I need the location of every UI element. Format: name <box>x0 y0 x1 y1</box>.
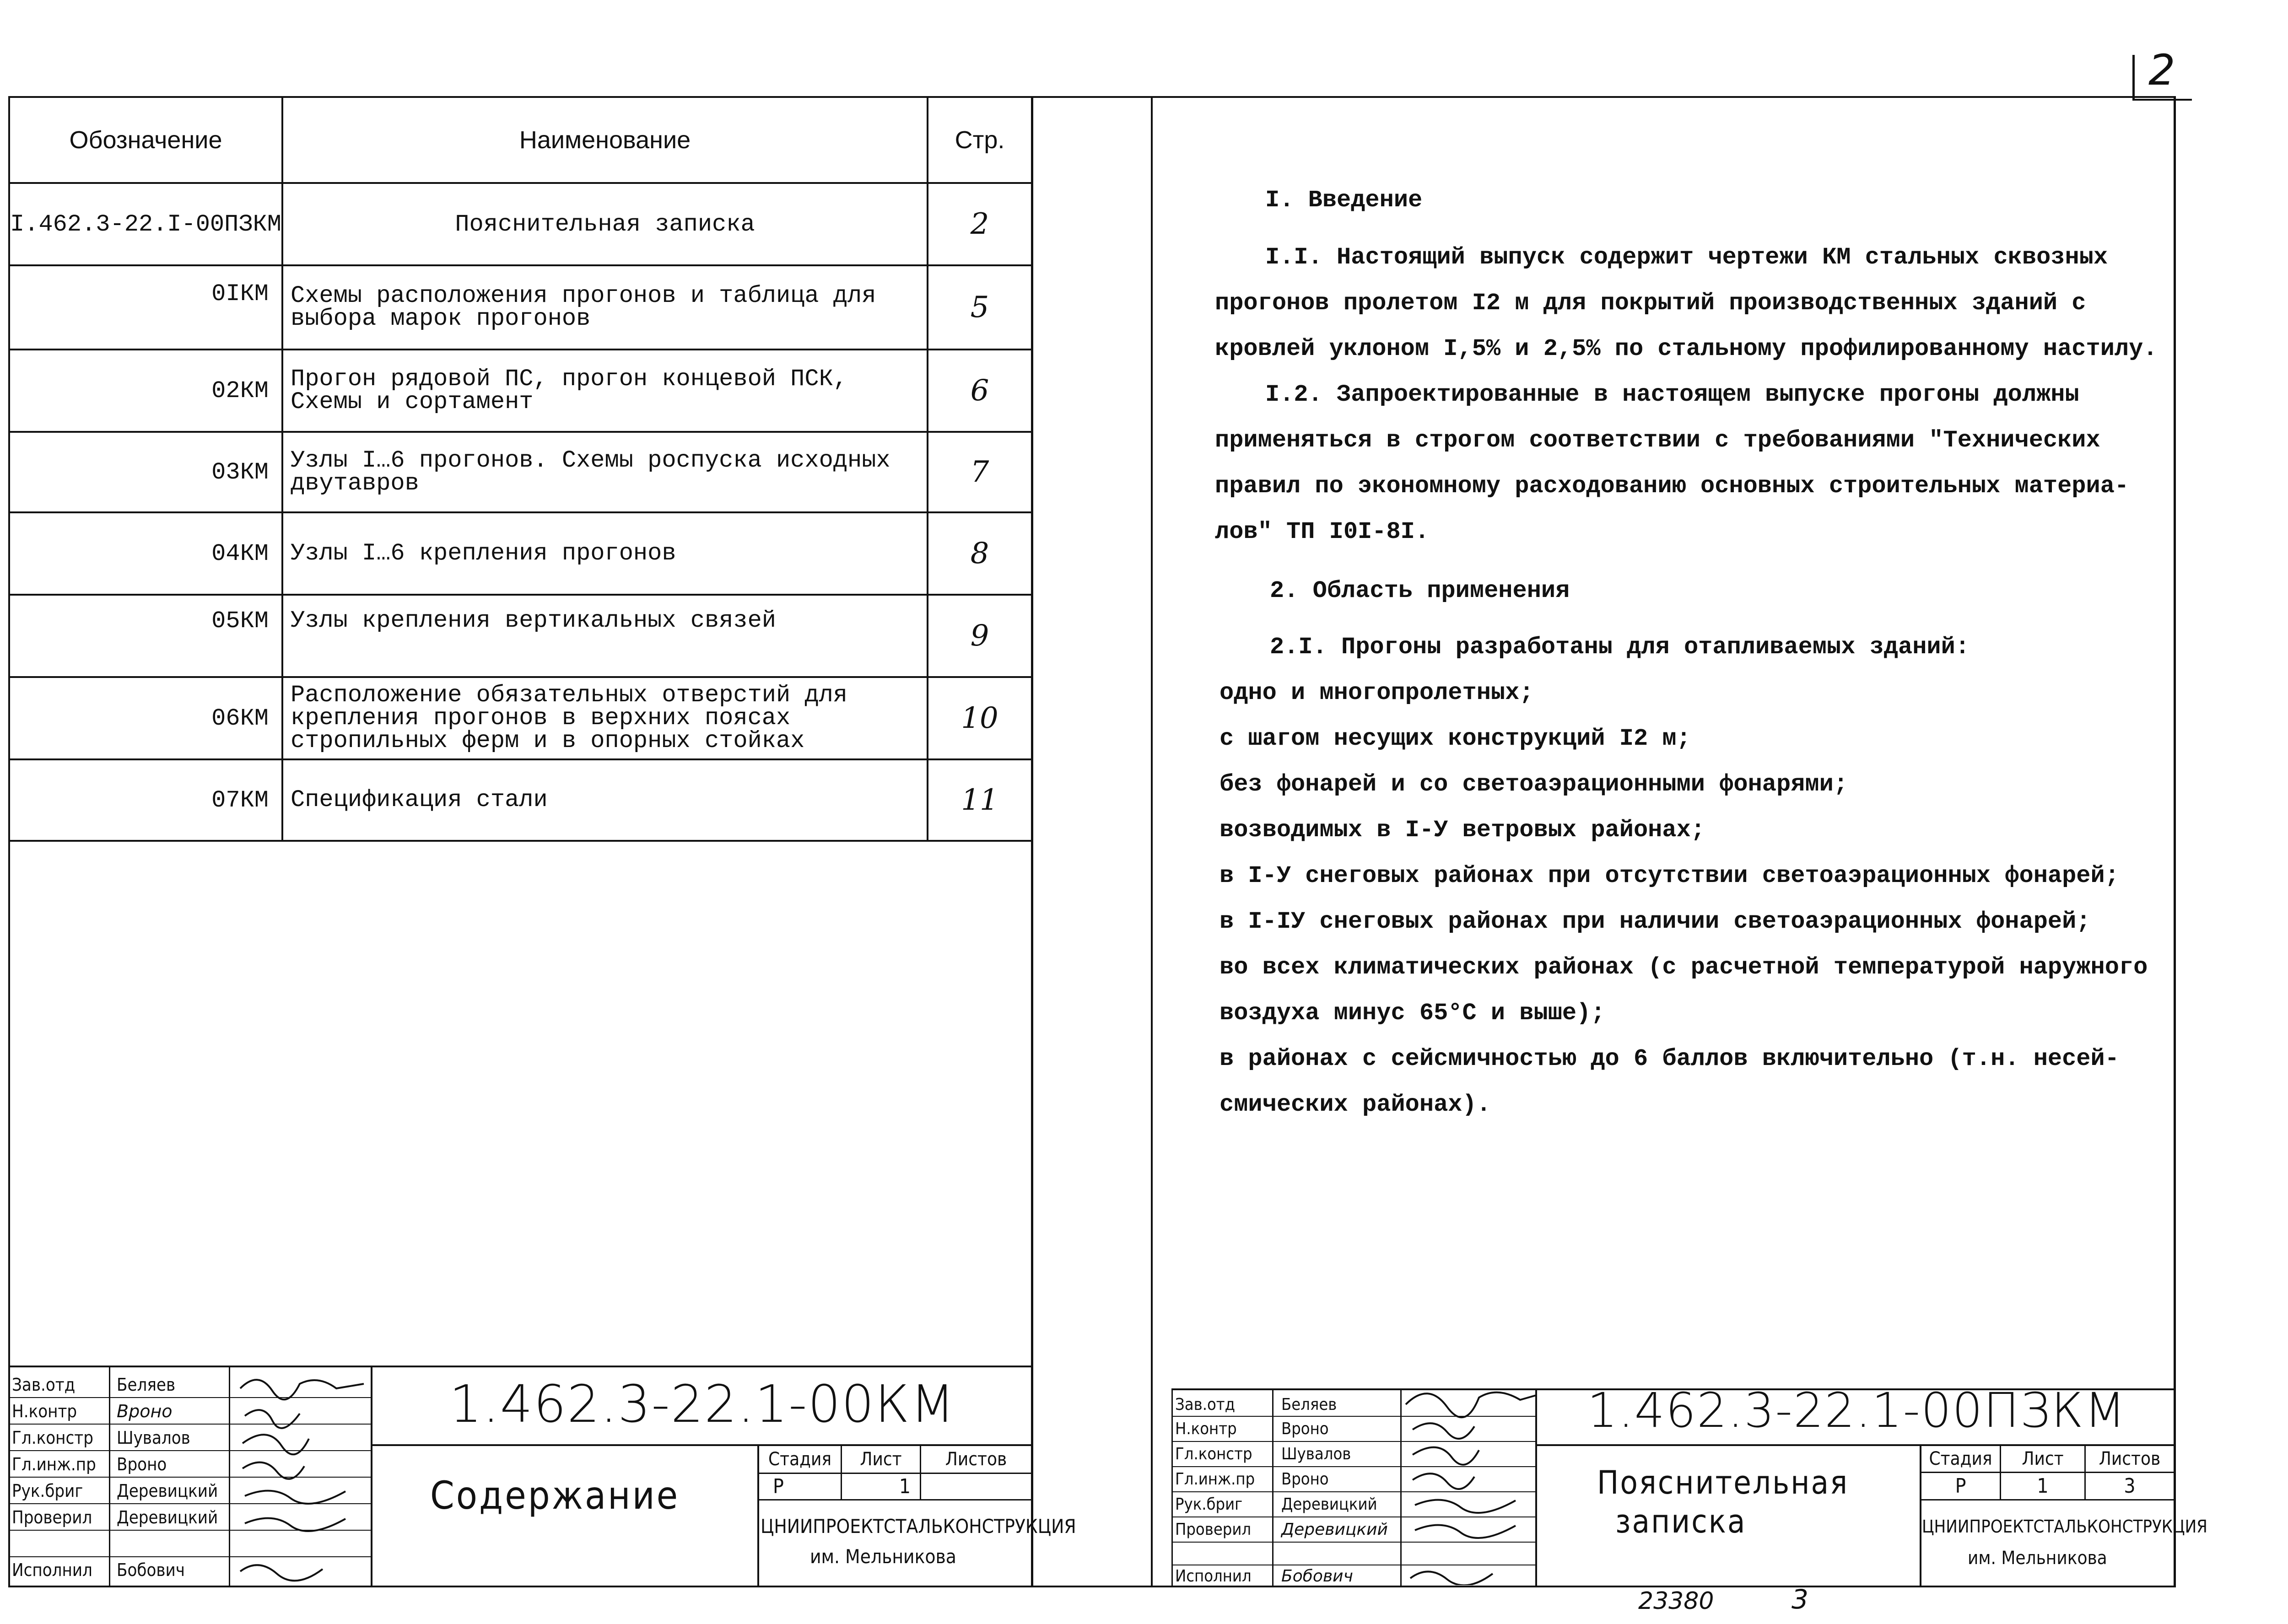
tb-stage-value: Р <box>1955 1474 1966 1498</box>
note-line: в районах с сейсмичностью до 6 баллов включительно (т.н. несей- <box>1220 1045 2119 1072</box>
toc-row-name: Расположение обязательных отверстий для крепления прогонов в верхних поясах стропильных ферм и в опорных стойках <box>291 682 847 754</box>
toc-row-page: 10 <box>961 701 998 735</box>
left-sheet-right-border <box>1031 96 1033 1587</box>
section-title-scope: 2. Область применения <box>1270 577 1570 604</box>
tb-sheets-label: Листов <box>945 1449 1007 1470</box>
tb-name: Вроно <box>117 1401 173 1421</box>
tb-name: Беляев <box>117 1375 176 1395</box>
tb-sep <box>371 1366 372 1587</box>
tb-sheet-label: Лист <box>2022 1448 2064 1469</box>
toc-row-sep <box>8 840 1033 842</box>
tb-stage-value: Р <box>773 1475 784 1498</box>
toc-row-code: 07КМ <box>211 786 269 814</box>
toc-row-name: Схемы расположения прогонов и таблица для выбора марок прогонов <box>291 282 876 332</box>
tb-org-name: ЦНИИПРОЕКТСТАЛЬКОНСТРУКЦИЯ <box>1922 1516 2207 1537</box>
tb-name: Бобович <box>117 1560 185 1580</box>
tb-name: Вроно <box>1281 1420 1329 1438</box>
note-line: применяться в строгом соответствии с требованиями "Технических <box>1215 427 2100 454</box>
tb-name: Вроно <box>1281 1470 1329 1489</box>
toc-row-page: 5 <box>970 290 989 324</box>
tb-role: Гл.инж.пр <box>1175 1470 1255 1489</box>
tb-name: Шувалов <box>1281 1445 1351 1463</box>
note-line: кровлей уклоном I,5% и 2,5% по стальному профилированному настилу. <box>1215 335 2158 362</box>
tb-name: Беляев <box>1281 1395 1337 1414</box>
tb-sep <box>757 1499 1033 1500</box>
tb-name: Деревицкий <box>117 1481 218 1501</box>
toc-row-code: 06КМ <box>211 704 269 732</box>
sheet-number-separator <box>2132 55 2135 101</box>
tb-stage-label: Стадия <box>1929 1448 1992 1469</box>
tb-role: Гл.констр <box>1175 1445 1252 1463</box>
tb-sheet-title: Пояснительная <box>1597 1464 1849 1501</box>
tb-role: Н.контр <box>1175 1420 1237 1438</box>
tb-sheets-value <box>921 1474 1031 1499</box>
section-title-intro: I. Введение <box>1265 187 1423 214</box>
note-line: правил по экономному расходованию основных строительных материа- <box>1215 473 2129 500</box>
toc-row-name: Прогон рядовой ПС, прогон концевой ПСК, Схемы и сортамент <box>291 366 847 415</box>
note-line: I.2. Запроектированные в настоящем выпуске прогоны должны <box>1265 381 2079 408</box>
toc-row-name: Спецификация стали <box>291 786 548 813</box>
tb-sheet-value: 1 <box>899 1475 911 1498</box>
inventory-number: 23380 <box>1638 1587 1714 1615</box>
right-sheet-left-border <box>1151 96 1153 1587</box>
tb-org-name: ЦНИИПРОЕКТСТАЛЬКОНСТРУКЦИЯ <box>761 1515 1076 1538</box>
note-line: лов" ТП I0I-8I. <box>1215 518 1430 545</box>
toc-row-code: 02КМ <box>211 377 269 404</box>
tb-role: Гл.инж.пр <box>12 1454 96 1474</box>
tb-role: Н.контр <box>12 1401 77 1421</box>
tb-name: Вроно <box>117 1454 167 1474</box>
tb-role: Рук.бриг <box>12 1481 83 1501</box>
tb-role: Исполнил <box>1175 1567 1252 1586</box>
tb-role: Рук.бриг <box>1175 1495 1243 1514</box>
tb-sep <box>1171 1388 1173 1587</box>
copy-number: 3 <box>1792 1584 1808 1615</box>
tb-sheet-title: Содержание <box>430 1473 680 1518</box>
tb-top <box>8 1366 1033 1367</box>
note-line: без фонарей и со светоаэрационными фонарями; <box>1220 771 1848 798</box>
sheet-number-underline <box>2132 99 2192 101</box>
tb-name: Шувалов <box>117 1428 190 1448</box>
tb-role: Исполнил <box>12 1560 92 1580</box>
toc-row-page: 2 <box>970 207 989 241</box>
note-line: смических районах). <box>1220 1091 1491 1118</box>
tb-sep <box>1920 1499 2176 1500</box>
note-line: в I-IУ снеговых районах при наличии светоаэрационных фонарей; <box>1220 908 2091 935</box>
toc-row-page: 11 <box>961 783 998 817</box>
tb-name: Деревицкий <box>1281 1495 1377 1514</box>
tb-drawing-code: 1.462.3-22.1-00ПЗКМ <box>1587 1382 2126 1438</box>
toc-row-code: I.462.3-22.I-00ПЗКМ <box>10 210 281 238</box>
tb-role: Гл.констр <box>12 1428 93 1448</box>
tb-sheet-value: 1 <box>2037 1474 2049 1498</box>
right-sheet-top-border <box>1031 96 2176 98</box>
toc-row-code: 05КМ <box>211 607 269 635</box>
note-line: во всех климатических районах (с расчетной температурой наружного <box>1220 954 2148 981</box>
tb-role: Зав.отд <box>1175 1395 1236 1414</box>
note-line: I.I. Настоящий выпуск содержит чертежи КМ стальных сквозных <box>1265 244 2108 271</box>
tb-name: Деревицкий <box>1281 1520 1388 1539</box>
toc-header-page: Стр. <box>955 126 1005 154</box>
toc-row-name: Пояснительная записка <box>455 210 755 238</box>
toc-row-page: 9 <box>970 619 989 653</box>
tb-sep <box>1272 1388 1274 1587</box>
signature-scribbles <box>231 1370 368 1585</box>
signature-scribbles <box>1401 1372 1538 1585</box>
tb-name: Деревицкий <box>117 1507 218 1527</box>
note-line: одно и многопролетных; <box>1220 679 1534 706</box>
tb-sheet-label: Лист <box>860 1449 902 1470</box>
toc-header-designation: Обозначение <box>69 126 222 154</box>
toc-header-name: Наименование <box>519 126 691 154</box>
tb-role: Зав.отд <box>12 1375 76 1395</box>
tb-sheet-title-2: записка <box>1615 1503 1747 1540</box>
note-line: в I-У снеговых районах при отсутствии светоаэрационных фонарей; <box>1220 862 2119 889</box>
sheet-number: 2 <box>2148 46 2175 95</box>
note-line: прогонов пролетом I2 м для покрытий производственных зданий с <box>1215 290 2086 317</box>
toc-row-name: Узлы I…6 прогонов. Схемы роспуска исходных двутавров <box>291 447 890 497</box>
right-sheet-bottom-border <box>1033 1586 2176 1587</box>
toc-row-code: 0IКМ <box>211 280 269 307</box>
right-sheet-right-border <box>2174 96 2176 1587</box>
tb-drawing-code: 1.462.3-22.1-00КМ <box>449 1375 956 1434</box>
tb-sheets-label: Листов <box>2099 1448 2161 1469</box>
tb-name: Бобович <box>1281 1567 1353 1586</box>
tb-role: Проверил <box>12 1507 92 1527</box>
toc-row-page: 8 <box>970 537 989 570</box>
toc-row-name: Узлы крепления вертикальных связей <box>291 607 776 634</box>
note-line: воздуха минус 65°С и выше); <box>1220 1000 1605 1027</box>
toc-row-code: 04КМ <box>211 540 269 567</box>
tb-role: Проверил <box>1175 1520 1252 1539</box>
note-line: возводимых в I-У ветровых районах; <box>1220 817 1705 844</box>
toc-row-code: 03КМ <box>211 458 269 486</box>
tb-org-subtitle: им. Мельникова <box>810 1545 956 1568</box>
left-sheet-bottom-border <box>8 1586 1033 1587</box>
tb-sheets-value: 3 <box>2124 1474 2136 1498</box>
tb-org-subtitle: им. Мельникова <box>1968 1548 2107 1569</box>
toc-row-name: Узлы I…6 крепления прогонов <box>291 540 676 567</box>
tb-stage-label: Стадия <box>768 1449 832 1470</box>
toc-row-page: 6 <box>970 374 989 408</box>
note-line: 2.I. Прогоны разработаны для отапливаемых зданий: <box>1270 634 1970 661</box>
note-line: с шагом несущих конструкций I2 м; <box>1220 725 1691 752</box>
toc-row-page: 7 <box>970 455 989 489</box>
